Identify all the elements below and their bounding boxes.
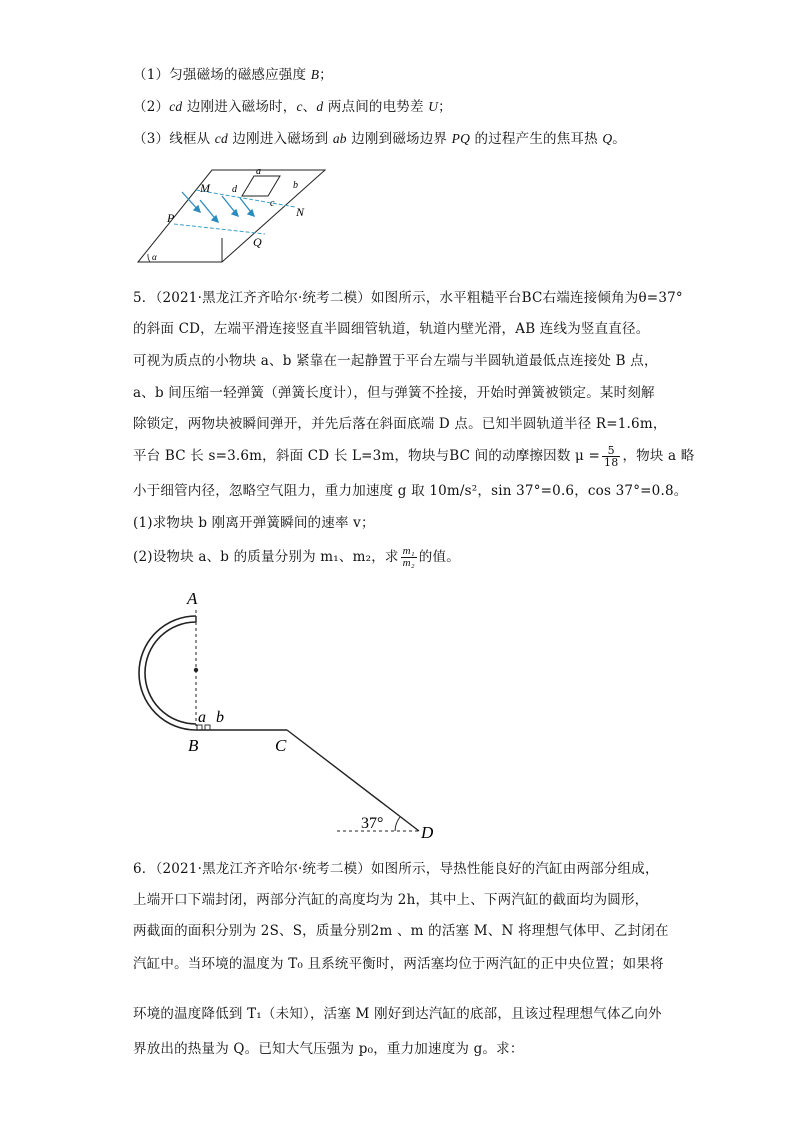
semicircle-tube-inner: [145, 622, 196, 724]
label-A: A: [187, 589, 198, 608]
q5-line-3: 可视为质点的小物块 a、b 紧靠在一起静置于平台左端与半圆轨道最低点连接处 B 点，: [133, 353, 658, 369]
label-P: P: [167, 211, 175, 225]
q5-sub1: (1)求物块 b 刚离开弹簧瞬间的速率 v；: [133, 515, 375, 531]
q4-sub2: （2）cd 边刚进入磁场时，c、d 两点间的电势差 U；: [133, 99, 452, 115]
q5-line-4: a、b 间压缩一轻弹簧（弹簧长度计），但与弹簧不拴接，开始时弹簧被锁定。某时刻解: [133, 385, 655, 401]
q4-figure: [130, 160, 340, 275]
label-b: b: [293, 180, 298, 191]
label-block-a: a: [198, 709, 206, 726]
incline-CD: [287, 730, 419, 831]
label-d: d: [232, 184, 237, 195]
q4-sub3: （3）线框从 cd 边刚进入磁场到 ab 边刚到磁场边界 PQ 的过程产生的焦耳热 Q。: [133, 131, 626, 147]
q5-line-2: 的斜面 CD，左端平滑连接竖直半圆细管轨道，轨道内壁光滑，AB 连线为竖直直径。: [133, 321, 650, 337]
coil-abcd: [242, 176, 280, 196]
label-c: c: [270, 198, 275, 209]
label-alpha: α: [152, 252, 157, 262]
q6-line-5: 环境的温度降低到 T₁（未知），活塞 M 刚好到达汽缸的底部，且该过程理想气体乙向外: [133, 1006, 662, 1022]
q6-line-1: 6．（2021·黑龙江齐齐哈尔·统考二模）如图所示，导热性能良好的汽缸由两部分组成，: [133, 861, 659, 877]
label-a: a: [256, 166, 261, 177]
q5-line-6: 平台 BC 长 s=3.6m，斜面 CD 长 L=3m，物块与BC 间的动摩擦因数 μ = $\frac{5}{18}$ ，物块 a 略: [133, 444, 695, 469]
mass-ratio-fraction: $\frac{\text{m₁}}{\text{m₂}}$: [402, 545, 415, 569]
q5-line-1: 5．（2021·黑龙江齐齐哈尔·统考二模）如图所示，水平粗糙平台BC右端连接倾角为θ=37°: [133, 290, 683, 306]
label-M: M: [200, 181, 210, 195]
label-N: N: [296, 205, 305, 219]
q6-line-6: 界放出的热量为 Q。已知大气压强为 p₀，重力加速度为 g。求：: [133, 1041, 524, 1057]
center-point: [194, 668, 198, 672]
label-Q: Q: [253, 235, 262, 249]
label-angle: 37°: [361, 815, 384, 832]
q5-line-5: 除锁定，两物块被瞬间弹开，并先后落在斜面底端 D 点。已知半圆轨道半径 R=1.6m，: [133, 416, 667, 432]
q6-line-3: 两截面的面积分别为 2S、S，质量分别2m 、m 的活塞 M、N 将理想气体甲、乙封闭在: [133, 923, 669, 939]
label-block-b: b: [216, 709, 224, 726]
q6-line-2: 上端开口下端封闭，两部分汽缸的高度均为 2h，其中上、下两汽缸的截面均为圆形，: [133, 892, 649, 908]
q4-sub1: （1）匀强磁场的磁感应强度 B；: [133, 67, 333, 83]
q5-line-7: 小于细管内径，忽略空气阻力，重力加速度 g 取 10m/s²，sin 37°=0.6，cos 37°=0.8。: [133, 483, 688, 499]
q6-line-4: 汽缸中。当环境的温度为 T₀ 且系统平衡时，两活塞均位于两汽缸的正中央位置；如果将: [133, 956, 664, 972]
boundary-pq: [174, 224, 265, 234]
semicircle-tube-outer: [139, 616, 196, 730]
q5-figure: [125, 580, 455, 840]
label-C: C: [275, 736, 287, 755]
label-D: D: [421, 823, 434, 840]
q5-sub2: (2)设物块 a、b 的质量分别为 m₁、m₂，求 $\frac{\text{m₁}}{\text{m₂}}$ 的值。: [133, 545, 460, 569]
mu-fraction: $\frac{5}{18}$: [604, 444, 619, 469]
label-B: B: [188, 736, 199, 755]
